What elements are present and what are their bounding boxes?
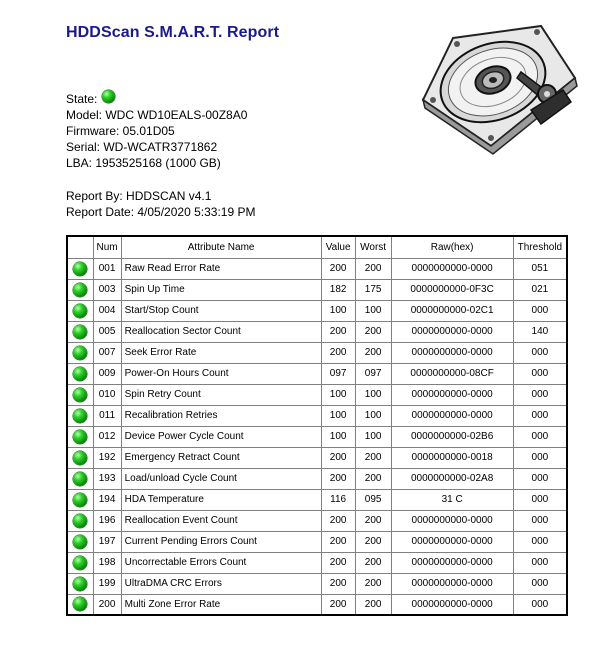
- attr-value: 100: [321, 384, 355, 405]
- attr-worst: 100: [355, 426, 391, 447]
- serial-text: Serial: WD-WCATR3771862: [66, 140, 218, 154]
- status-cell: [67, 468, 93, 489]
- attr-threshold: 021: [513, 279, 567, 300]
- status-ok-icon: [73, 409, 87, 423]
- attr-raw: 0000000000-0000: [391, 594, 513, 615]
- status-ok-icon: [73, 367, 87, 381]
- attr-num: 194: [93, 489, 121, 510]
- attr-worst: 200: [355, 531, 391, 552]
- table-row: [67, 573, 567, 594]
- header-num: Num: [93, 236, 121, 258]
- attr-threshold: 000: [513, 363, 567, 384]
- attr-raw: 0000000000-0000: [391, 258, 513, 279]
- status-ok-icon: [102, 90, 115, 103]
- report-by-text: Report By: HDDSCAN v4.1: [66, 189, 212, 203]
- status-cell: [67, 405, 93, 426]
- status-cell: [67, 447, 93, 468]
- header-value: Value: [321, 236, 355, 258]
- attr-value: 182: [321, 279, 355, 300]
- status-ok-icon: [73, 535, 87, 549]
- attr-threshold: 000: [513, 489, 567, 510]
- attr-raw: 0000000000-0000: [391, 552, 513, 573]
- table-row: [67, 468, 567, 489]
- smart-attributes-table: [66, 235, 568, 616]
- status-cell: [67, 321, 93, 342]
- attr-num: 193: [93, 468, 121, 489]
- status-ok-icon: [73, 304, 87, 318]
- attr-worst: 100: [355, 384, 391, 405]
- table-row: [67, 405, 567, 426]
- status-cell: [67, 384, 93, 405]
- status-ok-icon: [73, 493, 87, 507]
- attr-num: 197: [93, 531, 121, 552]
- attr-raw: 0000000000-0000: [391, 384, 513, 405]
- table-row: [67, 510, 567, 531]
- attr-threshold: 000: [513, 405, 567, 426]
- attr-value: 116: [321, 489, 355, 510]
- status-cell: [67, 510, 93, 531]
- status-ok-icon: [73, 388, 87, 402]
- table-row: [67, 279, 567, 300]
- attr-num: 196: [93, 510, 121, 531]
- attr-worst: 200: [355, 447, 391, 468]
- attr-worst: 097: [355, 363, 391, 384]
- status-cell: [67, 573, 93, 594]
- attr-threshold: 000: [513, 384, 567, 405]
- table-row: [67, 321, 567, 342]
- attr-num: 011: [93, 405, 121, 426]
- hard-disk-drive-image: [413, 20, 581, 156]
- attr-name: UltraDMA CRC Errors: [121, 573, 321, 594]
- attr-value: 100: [321, 300, 355, 321]
- header-threshold: Threshold: [513, 236, 567, 258]
- status-cell: [67, 363, 93, 384]
- attr-threshold: 000: [513, 552, 567, 573]
- table-row: [67, 489, 567, 510]
- attr-raw: 0000000000-08CF: [391, 363, 513, 384]
- table-body: [67, 258, 567, 615]
- table-row: [67, 258, 567, 279]
- header-attribute-name: Attribute Name: [121, 236, 321, 258]
- attr-name: Reallocation Event Count: [121, 510, 321, 531]
- table-row: [67, 384, 567, 405]
- attr-raw: 0000000000-0000: [391, 405, 513, 426]
- attr-value: 200: [321, 573, 355, 594]
- status-cell: [67, 552, 93, 573]
- attr-num: 200: [93, 594, 121, 615]
- attr-num: 009: [93, 363, 121, 384]
- status-ok-icon: [73, 577, 87, 591]
- attr-threshold: 000: [513, 342, 567, 363]
- attr-num: 005: [93, 321, 121, 342]
- attr-num: 199: [93, 573, 121, 594]
- status-cell: [67, 531, 93, 552]
- attr-num: 003: [93, 279, 121, 300]
- table-row: [67, 426, 567, 447]
- table-row: [67, 342, 567, 363]
- attr-worst: 100: [355, 405, 391, 426]
- lba-text: LBA: 1953525168 (1000 GB): [66, 156, 221, 170]
- status-ok-icon: [73, 283, 87, 297]
- attr-threshold: 000: [513, 300, 567, 321]
- attr-value: 200: [321, 447, 355, 468]
- attr-worst: 200: [355, 342, 391, 363]
- attr-raw: 0000000000-0000: [391, 531, 513, 552]
- attr-name: Load/unload Cycle Count: [121, 468, 321, 489]
- attr-name: Recalibration Retries: [121, 405, 321, 426]
- attr-name: Uncorrectable Errors Count: [121, 552, 321, 573]
- drive-info: [66, 91, 247, 171]
- attr-worst: 095: [355, 489, 391, 510]
- attr-threshold: 000: [513, 447, 567, 468]
- attr-value: 200: [321, 321, 355, 342]
- attr-raw: 0000000000-0000: [391, 342, 513, 363]
- attr-worst: 200: [355, 258, 391, 279]
- status-cell: [67, 489, 93, 510]
- status-ok-icon: [73, 472, 87, 486]
- table-row: [67, 363, 567, 384]
- attr-num: 010: [93, 384, 121, 405]
- attr-raw: 0000000000-02A8: [391, 468, 513, 489]
- attr-raw: 0000000000-02C1: [391, 300, 513, 321]
- attr-worst: 100: [355, 300, 391, 321]
- attr-name: Raw Read Error Rate: [121, 258, 321, 279]
- attr-threshold: 051: [513, 258, 567, 279]
- attr-num: 192: [93, 447, 121, 468]
- table-row: [67, 531, 567, 552]
- attr-threshold: 000: [513, 468, 567, 489]
- attr-value: 100: [321, 426, 355, 447]
- attr-name: Seek Error Rate: [121, 342, 321, 363]
- attr-num: 198: [93, 552, 121, 573]
- attr-num: 001: [93, 258, 121, 279]
- status-ok-icon: [73, 430, 87, 444]
- attr-worst: 200: [355, 321, 391, 342]
- attr-name: Multi Zone Error Rate: [121, 594, 321, 615]
- status-ok-icon: [73, 514, 87, 528]
- attr-name: Reallocation Sector Count: [121, 321, 321, 342]
- attr-raw: 0000000000-02B6: [391, 426, 513, 447]
- status-ok-icon: [73, 346, 87, 360]
- status-cell: [67, 300, 93, 321]
- attr-name: Start/Stop Count: [121, 300, 321, 321]
- attr-value: 200: [321, 468, 355, 489]
- attr-raw: 0000000000-0000: [391, 510, 513, 531]
- table-row: [67, 447, 567, 468]
- table-row: [67, 300, 567, 321]
- attr-worst: 200: [355, 468, 391, 489]
- attr-name: Device Power Cycle Count: [121, 426, 321, 447]
- status-cell: [67, 594, 93, 615]
- attr-threshold: 000: [513, 531, 567, 552]
- attr-raw: 0000000000-0000: [391, 573, 513, 594]
- attr-threshold: 140: [513, 321, 567, 342]
- attr-num: 012: [93, 426, 121, 447]
- attr-worst: 200: [355, 552, 391, 573]
- report-meta: [66, 188, 255, 220]
- attr-num: 004: [93, 300, 121, 321]
- model-text: Model: WDC WD10EALS-00Z8A0: [66, 108, 248, 122]
- attr-name: Spin Up Time: [121, 279, 321, 300]
- attr-raw: 0000000000-0018: [391, 447, 513, 468]
- attr-raw: 0000000000-0000: [391, 321, 513, 342]
- attr-worst: 175: [355, 279, 391, 300]
- attr-threshold: 000: [513, 426, 567, 447]
- attr-value: 200: [321, 342, 355, 363]
- status-cell: [67, 258, 93, 279]
- attr-threshold: 000: [513, 573, 567, 594]
- status-ok-icon: [73, 451, 87, 465]
- state-line: [66, 91, 247, 107]
- attr-value: 200: [321, 552, 355, 573]
- report-date-text: Report Date: 4/05/2020 5:33:19 PM: [66, 205, 256, 219]
- attr-value: 200: [321, 258, 355, 279]
- attr-threshold: 000: [513, 510, 567, 531]
- header-raw: Raw(hex): [391, 236, 513, 258]
- attr-raw: 0000000000-0F3C: [391, 279, 513, 300]
- status-ok-icon: [73, 262, 87, 276]
- attr-value: 200: [321, 510, 355, 531]
- attr-worst: 200: [355, 510, 391, 531]
- attr-value: 200: [321, 594, 355, 615]
- attr-num: 007: [93, 342, 121, 363]
- attr-name: Spin Retry Count: [121, 384, 321, 405]
- attr-name: Power-On Hours Count: [121, 363, 321, 384]
- state-label: State:: [66, 92, 98, 106]
- report-title: HDDScan S.M.A.R.T. Report: [66, 24, 280, 41]
- status-ok-icon: [73, 556, 87, 570]
- header-worst: Worst: [355, 236, 391, 258]
- attr-name: HDA Temperature: [121, 489, 321, 510]
- firmware-text: Firmware: 05.01D05: [66, 124, 175, 138]
- table-row: [67, 594, 567, 615]
- attr-worst: 200: [355, 594, 391, 615]
- attr-name: Current Pending Errors Count: [121, 531, 321, 552]
- header-status: [67, 236, 93, 258]
- table-header-row: [67, 236, 567, 258]
- status-cell: [67, 279, 93, 300]
- attr-raw: 31 C: [391, 489, 513, 510]
- attr-threshold: 000: [513, 594, 567, 615]
- status-ok-icon: [73, 325, 87, 339]
- table-row: [67, 552, 567, 573]
- attr-name: Emergency Retract Count: [121, 447, 321, 468]
- attr-value: 097: [321, 363, 355, 384]
- status-ok-icon: [73, 597, 87, 611]
- attr-worst: 200: [355, 573, 391, 594]
- status-cell: [67, 426, 93, 447]
- status-cell: [67, 342, 93, 363]
- attr-value: 100: [321, 405, 355, 426]
- attr-value: 200: [321, 531, 355, 552]
